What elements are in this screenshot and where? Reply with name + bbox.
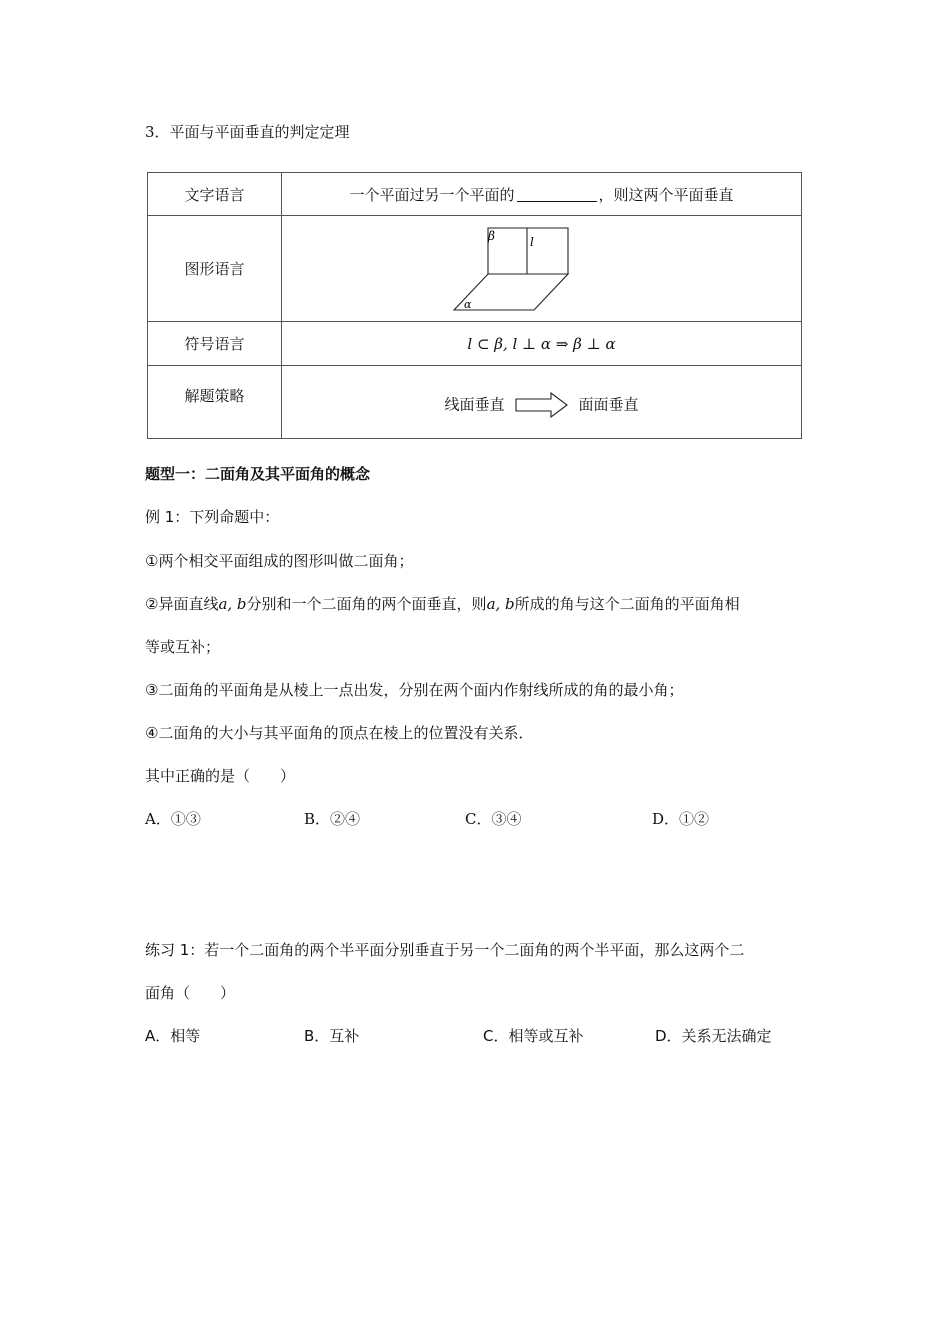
example1-question: 其中正确的是（ ） [145, 767, 296, 785]
row-content-figure [282, 216, 802, 322]
text-language-before: 一个平面过另一个平面的 [349, 185, 515, 204]
label-alpha: α [463, 297, 471, 311]
row-label-figure: 图形语言 [148, 216, 282, 322]
exercise1-option-b: B．互补 [304, 1027, 360, 1045]
item2-part1: ②异面直线 [145, 595, 219, 613]
example1-item3: ③二面角的平面角是从棱上一点出发，分别在两个面内作射线所成的角的最小角； [145, 681, 684, 699]
section-title: 平面与平面垂直的判定定理 [169, 123, 350, 141]
row-content-strategy [282, 366, 802, 439]
label-beta: β [487, 228, 495, 243]
symbol-formula: l ⊂ β, l ⊥ α ⇒ β ⊥ α [282, 322, 802, 366]
example1-option-b: B．②④ [304, 810, 361, 828]
example1-option-d: D．①② [652, 810, 710, 828]
row-label-strategy: 解题策略 [148, 366, 282, 439]
example1-item2-line2: 等或互补； [145, 638, 221, 656]
row-label-text: 文字语言 [148, 173, 282, 216]
theorem-table [147, 172, 802, 439]
table-row-strategy [148, 366, 802, 439]
row-label-symbol: 符号语言 [148, 322, 282, 366]
exercise1-line1: 练习 1：若一个二面角的两个半平面分别垂直于另一个二面角的两个半平面，那么这两个二 [145, 941, 745, 959]
text-language-after: ，则这两个平面垂直 [598, 185, 734, 204]
section-number: 3． [145, 123, 170, 141]
fill-in-blank [517, 200, 597, 202]
example1-item4: ④二面角的大小与其平面角的顶点在棱上的位置没有关系． [145, 724, 534, 742]
right-arrow-icon [515, 392, 569, 418]
example1-intro: 例 1：下列命题中： [145, 508, 280, 526]
example1-item2 [145, 593, 740, 614]
exercise1-option-d: D．关系无法确定 [655, 1027, 772, 1045]
type1-title: 题型一：二面角及其平面角的概念 [145, 465, 371, 483]
example1-option-c: C．③④ [465, 810, 522, 828]
table-row-symbol [148, 322, 802, 366]
item2-var1: a, b [218, 595, 247, 613]
item2-part3: 所成的角与这个二面角的平面角相 [514, 595, 740, 613]
strategy-to: 面面垂直 [578, 395, 639, 414]
table-row-figure [148, 216, 802, 322]
item2-part2: 分别和一个二面角的两个面垂直，则 [246, 595, 487, 613]
section-heading [145, 121, 350, 142]
strategy-from: 线面垂直 [444, 395, 505, 414]
exercise1-line2: 面角（ ） [145, 984, 236, 1002]
label-l: l [529, 234, 534, 249]
exercise1-option-c: C．相等或互补 [483, 1027, 584, 1045]
row-content-text [282, 173, 802, 216]
table-row-text [148, 173, 802, 216]
item2-var2: a, b [486, 595, 515, 613]
plane-beta [488, 228, 568, 274]
perpendicular-planes-figure [452, 222, 602, 318]
exercise1-option-a: A．相等 [145, 1027, 201, 1045]
example1-option-a: A．①③ [145, 810, 201, 828]
example1-item1: ①两个相交平面组成的图形叫做二面角； [145, 552, 414, 570]
